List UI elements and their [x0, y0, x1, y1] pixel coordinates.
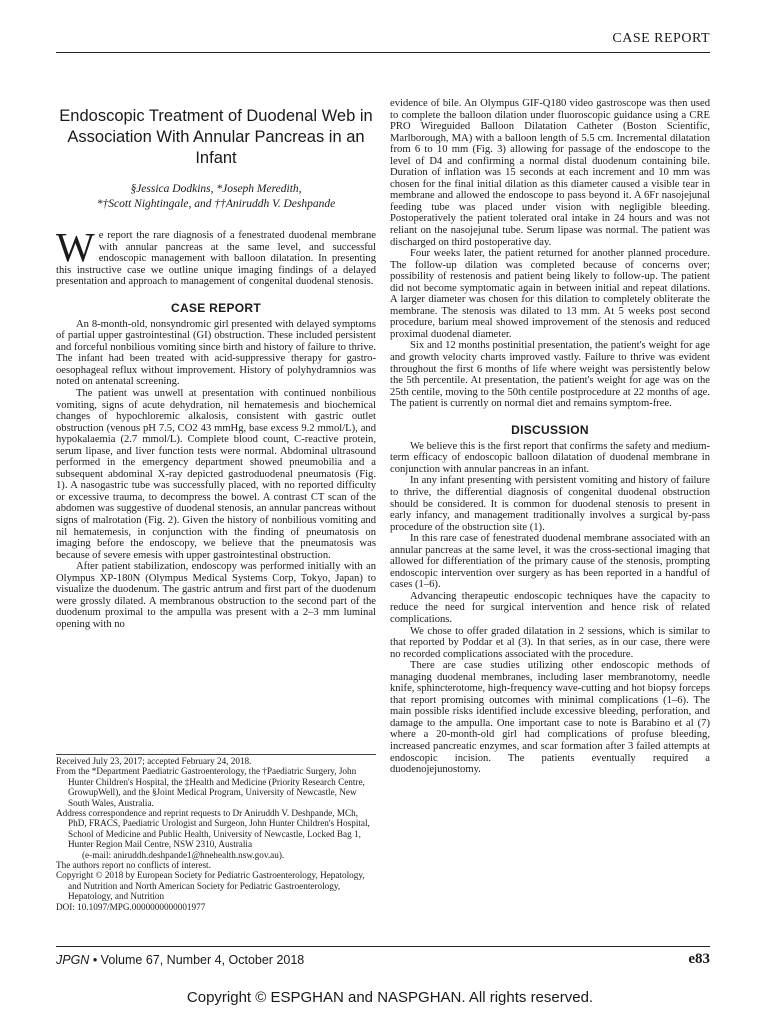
discussion-heading: DISCUSSION — [511, 422, 589, 437]
case-report-heading: CASE REPORT — [171, 300, 261, 315]
running-head: CASE REPORT — [612, 31, 710, 46]
abstract-dropcap: W — [56, 224, 95, 270]
correspondence-email: (e-mail: aniruddh.deshpande1@hnehealth.nsw.gov.au). — [82, 849, 285, 860]
header-rule — [56, 52, 710, 53]
discussion-paragraph-2: In any infant presenting with persistent vomiting and history of failure to thrive, the differential diagnosis of congenital duodenal obstruction should be considered. It is common for duodenal stenosis to present in early infancy, and management traditionally involves a surgical by-pass procedure of the obstruction site (1). — [390, 475, 710, 533]
conflict-statement: The authors report no conflicts of interest. — [56, 860, 211, 871]
journal-issue: • Volume 67, Number 4, October 2018 — [89, 953, 305, 967]
discussion-paragraph-1: We believe this is the first report that confirms the safety and medium-term efficacy of endoscopic balloon dilatation of duodenal membrane in conjunction with annular pancreas in an infant. — [390, 440, 710, 475]
journal-name: JPGN — [56, 953, 90, 967]
author-block — [56, 182, 376, 211]
discussion-paragraph-6: There are case studies utilizing other endoscopic methods of managing duodenal membranes, including laser membranotomy, needle knife, sphincterotome, high-frequency wave-cutting and hot biopsy forceps that report promising outcomes with minimal complications (1–6). The main possible risks identified include excessive bleeding, perforation, and damage to the ampulla. One important case to note is Barabino et al (7) where a 20-month-old girl had complications of profuse bleeding, increased pancreatic enzymes, and scar formation after 3 failed attempts at endoscopic incision. The patients eventually required a duodenojejunostomy. — [390, 660, 710, 776]
authors-line-1: §Jessica Dodkins, *Joseph Meredith, — [130, 183, 302, 195]
right-column — [390, 98, 710, 776]
case-report-paragraph-3: After patient stabilization, endoscopy was performed initially with an Olympus XP-180N (Olympus Medical Systems Corp, Tokyo, Japan) to visualize the duodenum. The gastric antrum and first part of the duodenum were grossly dilated. A membranous obstruction to the second part of the duodenum proximal to the ampulla was present with a 2–3 mm luminal opening with no — [56, 561, 376, 630]
received-dates: Received July 23, 2017; accepted February 24, 2018. — [56, 756, 252, 766]
discussion-paragraph-4: Advancing therapeutic endoscopic techniques have the capacity to reduce the need for surgical intervention and hence risk of related complications. — [390, 590, 710, 625]
article-title: Endoscopic Treatment of Duodenal Web in Association With Annular Pancreas in an Infant — [59, 107, 373, 167]
copyright-notice: Copyright © ESPGHAN and NASPGHAN. All rights reserved. — [186, 989, 594, 1006]
correspondence-address: Address correspondence and reprint requests to Dr Aniruddh V. Deshpande, MCh, PhD, FRACS, Paediatric Urologist and Surgeon, John Hunter Children's Hospital, School of Medicine and Public Health, University of Newcastle, Locked Bag 1, Hunter Region Mail Centre, NSW 2310, Australia — [56, 808, 370, 850]
case-report-paragraph-1: An 8-month-old, nonsyndromic girl presented with delayed symptoms of partial upper gastrointestinal (GI) obstruction. These included persistent and forceful nonbilious vomiting since birth and history of failure to thrive. The infant had been treated with acid-suppressive therapy for gastro-oesophageal reflux without improvement. History of polyhydramnios was noted on antenatal screening. — [56, 318, 376, 388]
article-copyright: Copyright © 2018 by European Society for Pediatric Gastroenterology, Hepatology, and Nutrition and North American Society for Pediatric Gastroenterology, Hepatology, and Nutrition — [56, 870, 365, 902]
page-number: e83 — [688, 951, 710, 967]
discussion-paragraph-5: We chose to offer graded dilatation in 2 sessions, which is similar to that reported by Poddar et al (3). In that series, as in our case, there were no recorded complications associated with the procedure. — [390, 625, 710, 660]
case-report-paragraph-2: The patient was unwell at presentation with continued nonbilious vomiting, signs of acute dehydration, nil hematemesis and biochemical changes of hypochloremic alkalosis, consistent with gastric outlet obstruction (venous pH 7.5, CO2 43 mmHg, base excess 9.2 mmol/L), and hypokalaemia (2.7 mmol/L). Complete blood count, C-reactive protein, serum lipase, and liver function tests were normal. Abdominal ultrasound performed in the emergency department showed pneumobilia and a subsequent abdominal X-ray depicted gastroduodenal pneumatosis (Fig. 1). A nasogastric tube was successfully placed, with no reported difficulty or excessive trauma, to decompress the bowel. A contrast CT scan of the abdomen was suggestive of duodenal stenosis, an annular pancreas without signs of malrotation (Fig. 2). Given the history of nonbilious vomiting and nil hematemesis, in conjunction with the finding of pneumatosis on imaging before the endoscopy, we believe that the pneumatosis was because of severe emesis with upper gastrointestinal obstruction. — [56, 388, 376, 561]
abstract-text: e report the rare diagnosis of a fenestrated duodenal membrane with annular pancreas at the same level, and successful endoscopic management with balloon dilatation. In presenting this instructive case we outline unique imaging findings of a delayed presentation and approach to management of congenital duodenal stenosis. — [56, 230, 376, 288]
affiliations: From the *Department Paediatric Gastroenterology, the †Paediatric Surgery, John Hunter Children's Hospital, the ‡Health and Medicine (Priority Research Centre, GrowupWell), and the §Joint Medical Program, University of Newcastle, New South Wales, Australia. — [56, 766, 365, 808]
article-footnotes — [56, 754, 376, 912]
footer-rule — [56, 946, 710, 947]
abstract — [56, 224, 376, 288]
case-report-paragraph-4: evidence of bile. An Olympus GIF-Q180 video gastroscope was then used to complete the balloon dilation under fluoroscopic guidance using a CRE PRO Wireguided Balloon Dilatation Catheter (Boston Scientific, Marlborough, MA) with a balloon length of 5.5 cm. Incremental dilatation from 6 to 10 mm (Fig. 3) allowing for passage of the endoscope to the level of D4 and confirming a normal distal duodenum containing bile. Duration of inflation was 15 seconds at each increment and 10 mm was chosen for the final initial dilation as this diameter caused a visible tear in membrane and allowed the endoscope to pass beyond it. A 6Fr nasojejunal feeding tube was placed under vision with negligible bleeding. Postoperatively the patient tolerated oral intake in 24 hours and was not reliant on the nasojejunal tube. Serum lipase was normal. The patient was discharged on third postoperative day. — [390, 98, 710, 248]
left-column — [56, 100, 376, 631]
authors-line-2: *†Scott Nightingale, and ††Aniruddh V. Deshpande — [96, 197, 336, 210]
case-report-paragraph-5: Four weeks later, the patient returned for another planned procedure. The follow-up dilation was completed because of concerns over; possibility of restenosis and patient being likely to follow-up. The patient did not become symptomatic again in between initial and repeat dilations. A larger diameter was chosen for this dilation to completely obliterate the membrane. The stenosis was dilated to 13 mm. At 5 weeks post second procedure, barium meal showed improvement of the stenosis and reduced proximal duodenal diameter. — [390, 248, 710, 340]
discussion-paragraph-3: In this rare case of fenestrated duodenal membrane associated with an annular pancreas at the same level, it was the cross-sectional imaging that allowed for differentiation of the primary cause of the stenosis, prompting endoscopic intervention over surgery as has been reported in a handful of cases (1–6). — [390, 533, 710, 591]
doi: DOI: 10.1097/MPG.0000000000001977 — [56, 901, 206, 912]
journal-citation — [56, 953, 304, 967]
case-report-paragraph-6: Six and 12 months postinitial presentation, the patient's weight for age and growth velocity charts improved vastly. Failure to thrive was evident throughout the first 6 months of life where weight was persistently below the 5th percentile. At presentation, the patient's weight for age was on the 25th centile, moving to the 50th centile postprocedure at 22 months of age. The patient is currently on normal diet and remains symptom-free. — [390, 340, 710, 410]
